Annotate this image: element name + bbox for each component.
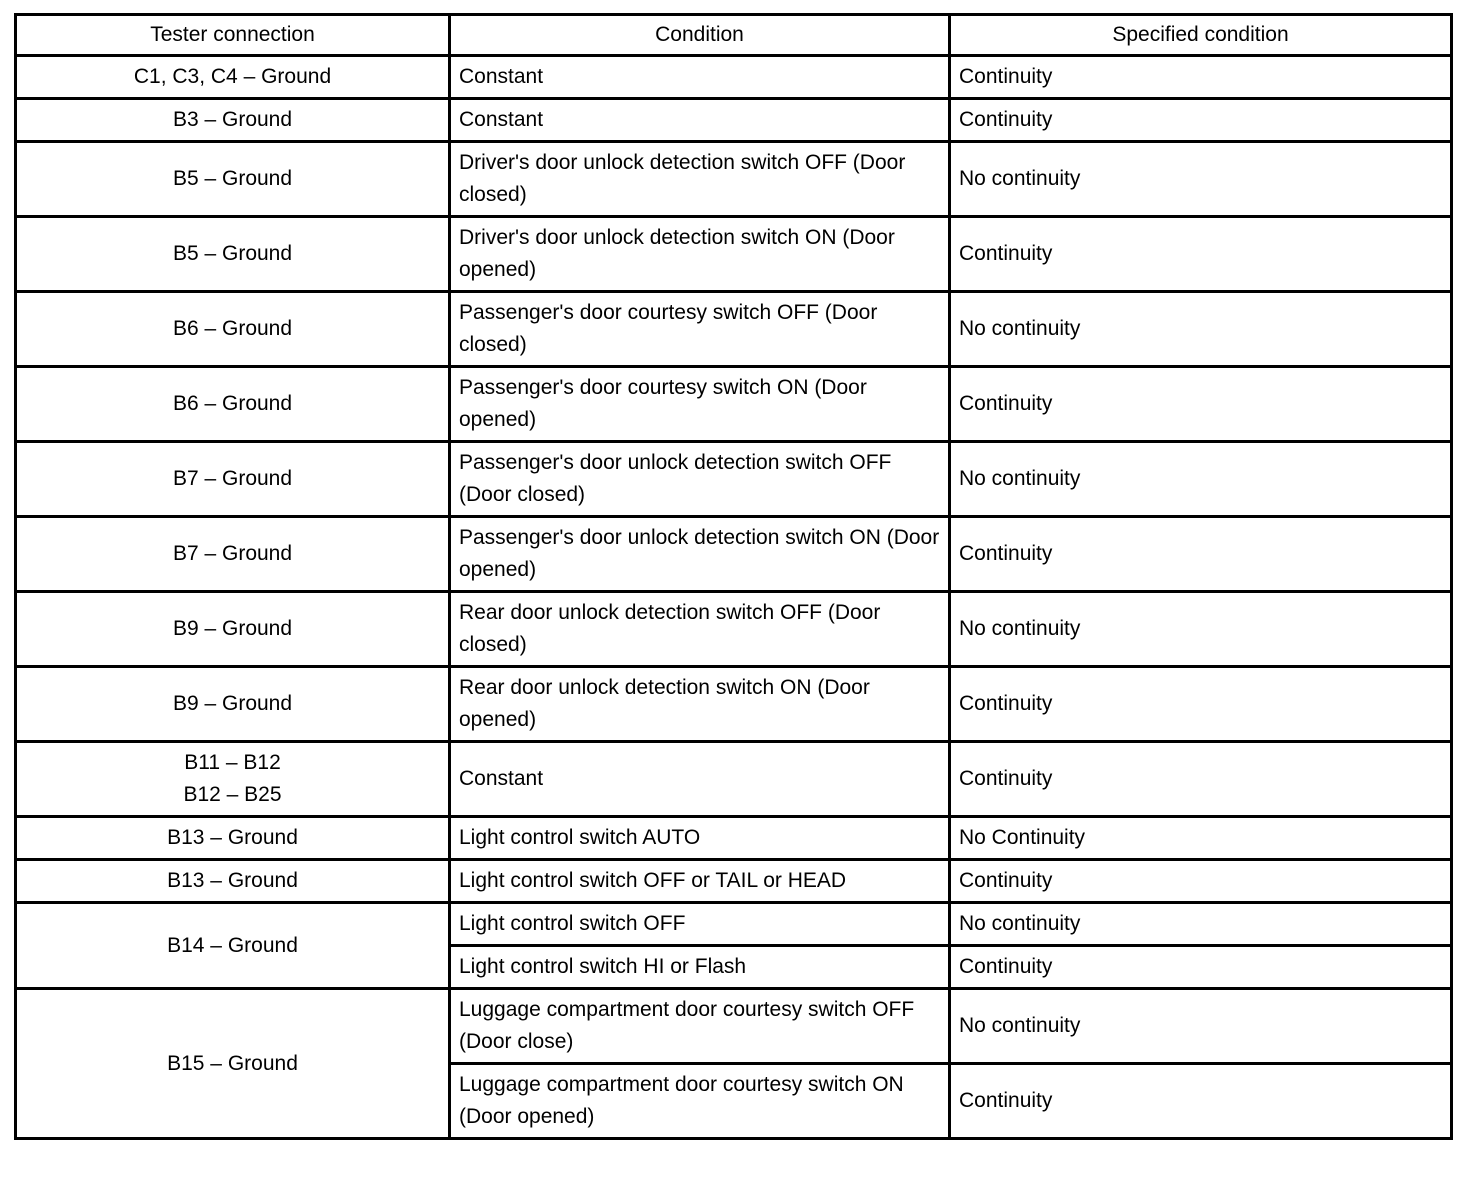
condition-cell: Constant <box>450 742 950 817</box>
tester-connection-cell <box>16 742 450 817</box>
table-row <box>16 592 1452 667</box>
table-row <box>16 989 1452 1064</box>
condition-cell: Light control switch AUTO <box>450 817 950 860</box>
continuity-spec-table <box>14 13 1453 1140</box>
specified-condition-cell: Continuity <box>950 367 1452 442</box>
specified-condition-cell: Continuity <box>950 517 1452 592</box>
tester-connection-cell: B7 – Ground <box>16 442 450 517</box>
tester-connection-cell: B6 – Ground <box>16 367 450 442</box>
condition-cell: Light control switch OFF or TAIL or HEAD <box>450 860 950 903</box>
condition-cell: Driver's door unlock detection switch ON (Door opened) <box>450 217 950 292</box>
tester-connection-line: B12 – B25 <box>183 783 282 806</box>
header-condition: Condition <box>450 15 950 56</box>
header-specified-condition: Specified condition <box>950 15 1452 56</box>
condition-cell: Luggage compartment door courtesy switch OFF (Door close) <box>450 989 950 1064</box>
tester-connection-cell: B5 – Ground <box>16 142 450 217</box>
specified-condition-cell: Continuity <box>950 860 1452 903</box>
condition-cell: Passenger's door courtesy switch ON (Door opened) <box>450 367 950 442</box>
table-row <box>16 56 1452 99</box>
specified-condition-cell: Continuity <box>950 946 1452 989</box>
specified-condition-cell: No continuity <box>950 989 1452 1064</box>
tester-connection-cell: C1, C3, C4 – Ground <box>16 56 450 99</box>
specified-condition-cell: Continuity <box>950 217 1452 292</box>
specified-condition-cell: Continuity <box>950 1064 1452 1139</box>
tester-connection-cell: B15 – Ground <box>16 989 450 1139</box>
specified-condition-cell: No continuity <box>950 592 1452 667</box>
specified-condition-cell: Continuity <box>950 742 1452 817</box>
tester-connection-cell: B6 – Ground <box>16 292 450 367</box>
condition-cell: Constant <box>450 99 950 142</box>
specified-condition-cell: No continuity <box>950 292 1452 367</box>
table-header-row <box>16 15 1452 56</box>
condition-cell: Rear door unlock detection switch ON (Door opened) <box>450 667 950 742</box>
tester-connection-line: B11 – B12 <box>184 751 281 774</box>
condition-cell: Light control switch OFF <box>450 903 950 946</box>
tester-connection-cell: B5 – Ground <box>16 217 450 292</box>
header-tester-connection: Tester connection <box>16 15 450 56</box>
condition-cell: Passenger's door unlock detection switch OFF (Door closed) <box>450 442 950 517</box>
condition-cell: Light control switch HI or Flash <box>450 946 950 989</box>
table-row <box>16 817 1452 860</box>
table-row <box>16 99 1452 142</box>
table-row <box>16 217 1452 292</box>
table-row <box>16 903 1452 946</box>
table-row <box>16 292 1452 367</box>
table-row <box>16 442 1452 517</box>
tester-connection-cell: B9 – Ground <box>16 592 450 667</box>
table-row <box>16 742 1452 817</box>
specified-condition-cell: No Continuity <box>950 817 1452 860</box>
table-row <box>16 667 1452 742</box>
specified-condition-cell: No continuity <box>950 442 1452 517</box>
tester-connection-cell: B3 – Ground <box>16 99 450 142</box>
table-row <box>16 517 1452 592</box>
tester-connection-cell: B9 – Ground <box>16 667 450 742</box>
specified-condition-cell: No continuity <box>950 142 1452 217</box>
condition-cell: Luggage compartment door courtesy switch ON (Door opened) <box>450 1064 950 1139</box>
tester-connection-cell: B13 – Ground <box>16 860 450 903</box>
specified-condition-cell: Continuity <box>950 99 1452 142</box>
table-row <box>16 142 1452 217</box>
table-row <box>16 367 1452 442</box>
condition-cell: Passenger's door unlock detection switch ON (Door opened) <box>450 517 950 592</box>
specified-condition-cell: Continuity <box>950 667 1452 742</box>
condition-cell: Rear door unlock detection switch OFF (Door closed) <box>450 592 950 667</box>
tester-connection-cell: B14 – Ground <box>16 903 450 989</box>
condition-cell: Constant <box>450 56 950 99</box>
condition-cell: Driver's door unlock detection switch OFF (Door closed) <box>450 142 950 217</box>
tester-connection-cell: B13 – Ground <box>16 817 450 860</box>
table-row <box>16 860 1452 903</box>
specified-condition-cell: Continuity <box>950 56 1452 99</box>
condition-cell: Passenger's door courtesy switch OFF (Door closed) <box>450 292 950 367</box>
specified-condition-cell: No continuity <box>950 903 1452 946</box>
tester-connection-cell: B7 – Ground <box>16 517 450 592</box>
